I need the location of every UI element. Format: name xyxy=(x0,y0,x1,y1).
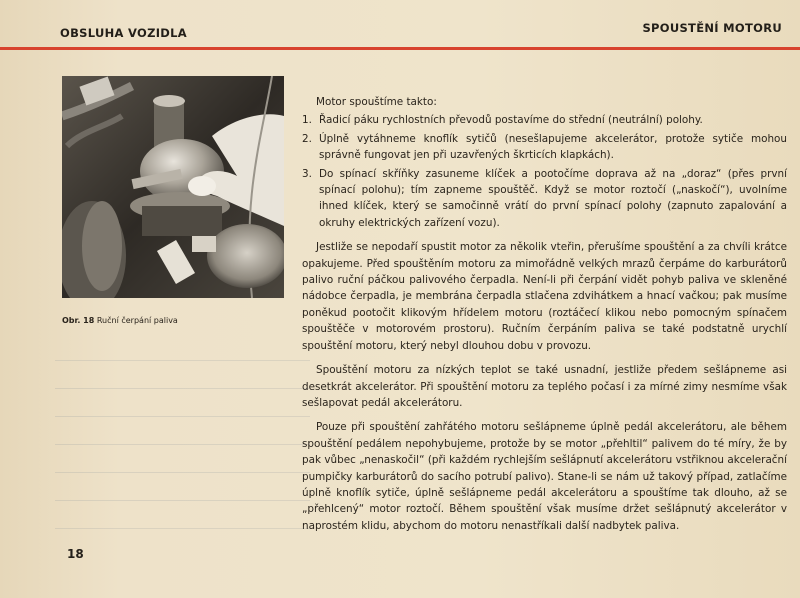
body-text xyxy=(302,94,787,542)
paragraph: Pouze při spouštění zahřátého motoru sešlápneme úplně pedál akcelerátoru, ale během spouštění pedálem nepohybujeme, protože by se motor „přehltil“ palivem do té míry, že by pak vůbec „nenaskočil“ (při každém rychlejším sešlápnutí akcelerátoru vstřiknou akcelerační pumpičky karburátorů do sacího potrubí palivo). Stane-li se nám už takový případ, zatlačíme úplně knoflík sytiče, úplně sešlápneme pedál akcelerátoru a spouštíme tak dlouho, až se „přehlcený“ motor roztočí. Během spouštění však musíme držet sešlápnutý akcelerátor v naprostém klidu, abychom do motoru nenastříkali další nadbytek paliva. xyxy=(302,421,787,532)
list-item xyxy=(302,112,787,128)
figure-caption-text: Ruční čerpání paliva xyxy=(96,316,178,325)
list-item-number: 2. xyxy=(302,132,312,145)
list-item xyxy=(302,166,787,232)
paragraph: Spouštění motoru za nízkých teplot se také usnadní, jestliže předem sešlápneme asi desetkrát akcelerátor. Při spouštění motoru za teplého počasí i za mírné zimy nesmíme však sešlapovat pedál akcelerátoru. xyxy=(302,364,787,409)
list-item-number: 3. xyxy=(302,167,312,180)
list-item-number: 1. xyxy=(302,114,312,127)
bleed-through-table xyxy=(55,340,310,555)
list-item-text: Do spínací skříňky zasuneme klíček a pootočíme doprava až na „doraz“ (přes první spínací polohu); tím zapneme spouštěč. Když se motor roztočí („naskočí“), uvolníme ihned klíček, který se samočinně vrátí do první spínací polohy (zapnuto zapalování a okruhy elektrických zařízení vozu). xyxy=(319,167,787,229)
header-rule xyxy=(0,47,800,50)
page-number: 18 xyxy=(67,547,84,561)
paragraph: Jestliže se nepodaří spustit motor za několik vteřin, přerušíme spouštění a za chvíli krátce opakujeme. Před spouštěním motoru za mimořádně velkých mrazů čerpáme do karburátorů palivo ruční páčkou palivového čerpadla. Není-li při čerpání vidět pohyb paliva ve skleněné nádobce čerpadla, je membrána čerpadla stlačena zdvihátkem a hnací vačkou; pak musíme poněkud pootočit klikovým hřídelem motoru (roztáčecí klikou nebo pomocným spínačem spouštěče v motorovém prostoru). Ručním čerpáním paliva se také podstatně urychlí spouštění motoru, který nebyl dlouhou dobu v provozu. xyxy=(302,241,787,352)
running-header-left: OBSLUHA VOZIDLA xyxy=(60,26,187,40)
figure-caption xyxy=(62,316,178,325)
running-header-right: SPOUSTĚNÍ MOTORU xyxy=(642,21,782,35)
figure-label: Obr. 18 xyxy=(62,316,95,325)
start-procedure-list xyxy=(302,112,787,231)
intro-line: Motor spouštíme takto: xyxy=(316,96,437,108)
engine-photo-illustration xyxy=(62,76,284,298)
list-item-text: Řadicí páku rychlostních převodů postavíme do střední (neutrální) polohy. xyxy=(319,114,703,127)
list-item-text: Úplně vytáhneme knoflík sytičů (nesešlapujeme akcelerátor, protože sytiče mohou správně fungovat jen při uzavřených škrticích klapkách). xyxy=(319,132,787,162)
list-item xyxy=(302,131,787,164)
figure-photo-fuel-pump xyxy=(62,76,284,298)
